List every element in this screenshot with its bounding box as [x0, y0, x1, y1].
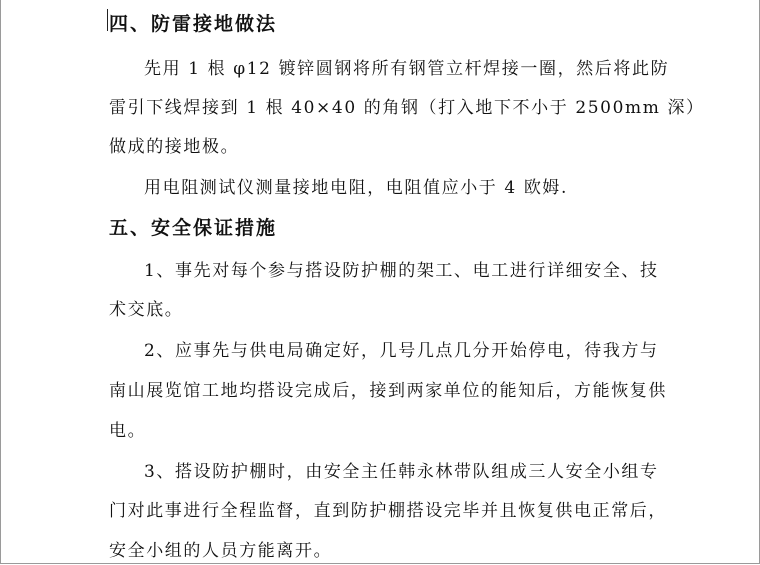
- paragraph-line: 做成的接地极。: [109, 137, 240, 157]
- list-item-line: 3、搭设防护棚时，由安全主任韩永林带队组成三人安全小组专: [144, 462, 659, 482]
- section-heading-lightning-grounding: 四、防雷接地做法: [109, 13, 278, 35]
- paragraph-line: 用电阻测试仪测量接地电阻，电阻值应小于 4 欧姆.: [144, 178, 569, 198]
- list-item-line: 安全小组的人员方能离开。: [109, 541, 333, 561]
- list-item-line: 术交底。: [109, 300, 184, 320]
- paragraph-line: 雷引下线焊接到 1 根 40×40 的角钢（打入地下不小于 2500mm 深）: [109, 98, 705, 118]
- text-cursor: [107, 9, 108, 31]
- list-item-line: 门对此事进行全程监督，直到防护棚搭设完毕并且恢复供电正常后，: [109, 501, 667, 521]
- section-heading-safety-measures: 五、安全保证措施: [109, 217, 278, 239]
- list-item-line: 电。: [109, 421, 147, 441]
- list-item-line: 2、应事先与供电局确定好，几号几点几分开始停电，待我方与: [144, 341, 659, 361]
- paragraph-line: 先用 1 根 φ12 镀锌圆钢将所有钢管立杆焊接一圈，然后将此防: [144, 59, 670, 79]
- list-item-line: 1、事先对每个参与搭设防护棚的架工、电工进行详细安全、技: [144, 261, 659, 281]
- list-item-line: 南山展览馆工地均搭设完成后，接到两家单位的能知后，方能恢复供: [109, 381, 667, 401]
